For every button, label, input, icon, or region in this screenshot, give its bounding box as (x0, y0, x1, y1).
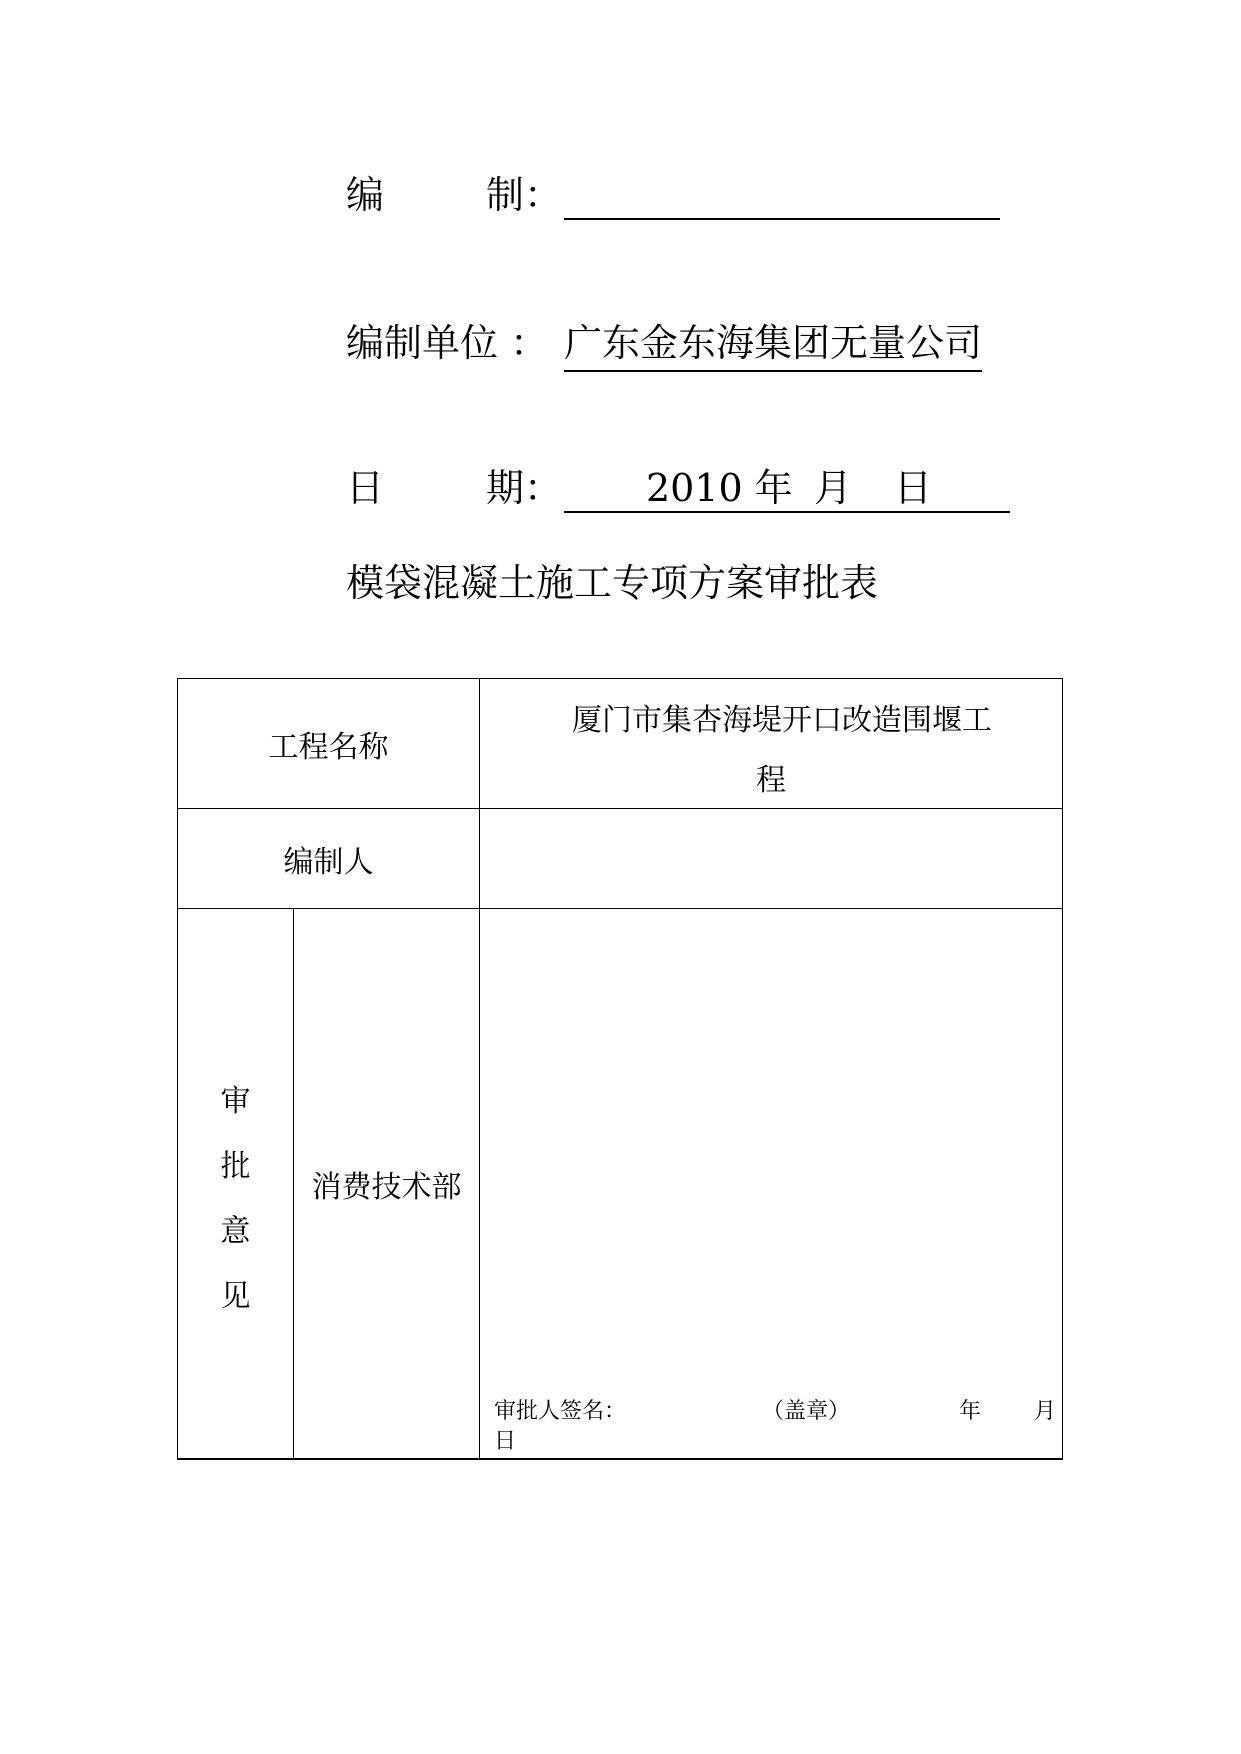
approval-opinion-char: 审 (220, 1084, 251, 1119)
approval-opinion-char: 见 (220, 1279, 251, 1314)
project-name-label-text: 工程名称 (268, 729, 389, 765)
sig-month-label: 月 (1034, 1399, 1057, 1424)
project-name-label (177, 678, 480, 809)
signer-label: 审批人签名： (494, 1399, 627, 1424)
unit-row (346, 318, 983, 368)
unit-value: 广东金东海集团无量公司 (564, 318, 982, 372)
department-label-text: 消费技术部 (311, 1169, 462, 1205)
date-month: 月 (814, 466, 853, 510)
sig-day-label: 日 (494, 1429, 517, 1454)
editor-label-2: 制： (486, 173, 563, 217)
editor-label-1: 编 (346, 173, 385, 217)
department-label (293, 908, 480, 1460)
author-label-text: 编制人 (283, 844, 374, 880)
approval-opinion-char: 批 (220, 1149, 251, 1184)
approval-opinion-label (177, 908, 294, 1460)
date-label-1: 日 (346, 466, 385, 510)
form-title: 模袋混凝土施工专项方案审批表 (346, 561, 879, 605)
project-name-line-1: 厦门市集杏海堤开口改造围堰工 (572, 703, 992, 738)
author-label (177, 808, 480, 909)
stamp-label: （盖章） (762, 1399, 851, 1424)
approval-table (177, 678, 1063, 1460)
date-year: 2010 年 (646, 466, 793, 510)
project-name-line-2: 程 (756, 763, 786, 798)
project-name-value (479, 678, 1063, 809)
department-opinion-field[interactable] (479, 908, 1063, 1460)
editor-field[interactable] (564, 170, 1000, 220)
approval-opinion-text (178, 1069, 293, 1329)
sig-year-label: 年 (959, 1399, 982, 1424)
date-day: 日 (894, 466, 933, 510)
author-value-field[interactable] (479, 808, 1063, 909)
approval-opinion-char: 意 (220, 1214, 251, 1249)
unit-label: 编制单位 ： (346, 321, 549, 365)
date-label-2: 期： (486, 466, 563, 510)
